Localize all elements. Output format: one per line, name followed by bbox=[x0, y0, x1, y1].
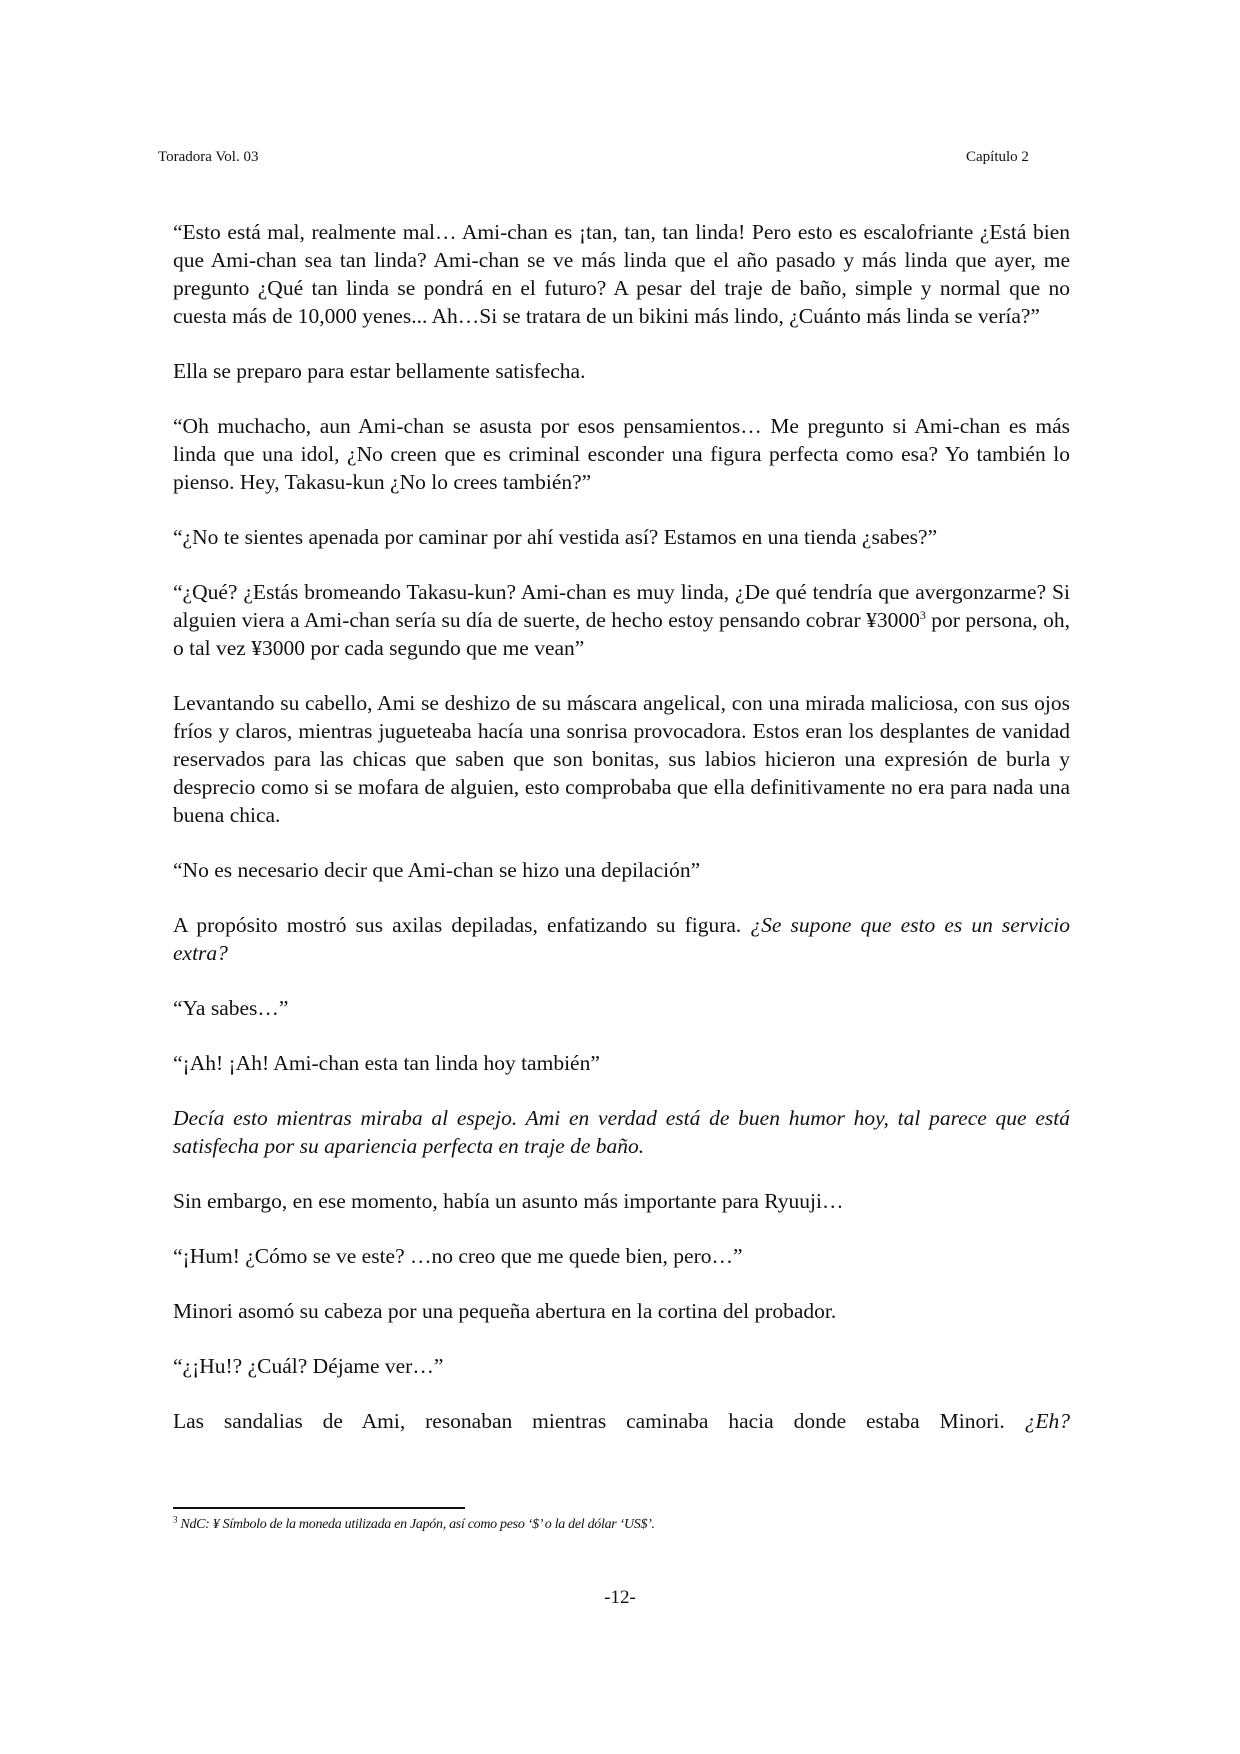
paragraph bbox=[173, 578, 1070, 662]
paragraph: “¿No te sientes apenada por caminar por ahí vestida así? Estamos en una tienda ¿sabes?” bbox=[173, 525, 938, 549]
running-header-chapter: Capítulo 2 bbox=[966, 149, 1029, 165]
paragraph-text: por persona, oh, o tal vez ¥3000 por cada segundo que me vean” bbox=[173, 608, 1070, 660]
running-header-title: Toradora Vol. 03 bbox=[158, 149, 259, 165]
paragraph: “No es necesario decir que Ami-chan se hizo una depilación” bbox=[173, 858, 701, 882]
italic-text: ¿Se supone que esto es un servicio extra? bbox=[173, 913, 1070, 965]
paragraph: Minori asomó su cabeza por una pequeña abertura en la cortina del probador. bbox=[173, 1299, 837, 1323]
page-body bbox=[173, 218, 1070, 1435]
footnote-number: 3 bbox=[173, 1514, 178, 1525]
paragraph-text: Las sandalias de Ami, resonaban mientras caminaba hacia donde estaba Minori. bbox=[173, 1409, 1025, 1433]
paragraph: “¿¡Hu!? ¿Cuál? Déjame ver…” bbox=[173, 1354, 444, 1378]
footnote-reference: 3 bbox=[919, 607, 926, 622]
paragraph: Ella se preparo para estar bellamente satisfecha. bbox=[173, 359, 586, 383]
paragraph bbox=[173, 911, 1070, 967]
page-number: -12- bbox=[604, 1587, 636, 1608]
footnote-divider bbox=[173, 1507, 465, 1509]
paragraph-text: A propósito mostró sus axilas depiladas, enfatizando su figura. bbox=[173, 913, 751, 937]
paragraph-text: “¿Qué? ¿Estás bromeando Takasu-kun? Ami-chan es muy linda, ¿De qué tendría que avergonzarme? Si alguien viera a Ami-chan sería su día de suerte, de hecho estoy pensando cobrar ¥3000 bbox=[173, 580, 1070, 632]
footnote-text: NdC: ¥ Símbolo de la moneda utilizada en Japón, así como peso ‘$’ o la del dólar ‘US$’. bbox=[177, 1517, 655, 1532]
paragraph: “Ya sabes…” bbox=[173, 996, 289, 1020]
paragraph: “Esto está mal, realmente mal… Ami-chan es ¡tan, tan, tan linda! Pero esto es escalofriante ¿Está bien que Ami-chan sea tan linda? Ami-chan se ve más linda que el año pasado y más linda que ayer, me pregunto ¿Qué tan linda se pondrá en el futuro? A pesar del traje de baño, simple y normal que no cuesta más de 10,000 yenes... Ah…Si se tratara de un bikini más lindo, ¿Cuánto más linda se vería?” bbox=[173, 220, 1070, 328]
paragraph: “¡Ah! ¡Ah! Ami-chan esta tan linda hoy también” bbox=[173, 1051, 600, 1075]
paragraph: Levantando su cabello, Ami se deshizo de su máscara angelical, con una mirada maliciosa, con sus ojos fríos y claros, mientras jugueteaba hacía una sonrisa provocadora. Estos eran los desplantes de vanidad reservados para las chicas que saben que son bonitas, sus labios hicieron una expresión de burla y desprecio como si se mofara de alguien, esto comprobaba que ella definitivamente no era para nada una buena chica. bbox=[173, 691, 1070, 827]
paragraph: “Oh muchacho, aun Ami-chan se asusta por esos pensamientos… Me pregunto si Ami-chan es más linda que una idol, ¿No creen que es criminal esconder una figura perfecta como esa? Yo también lo pienso. Hey, Takasu-kun ¿No lo crees también?” bbox=[173, 414, 1070, 494]
footnote bbox=[173, 1516, 1073, 1534]
italic-paragraph: Decía esto mientras miraba al espejo. Ami en verdad está de buen humor hoy, tal parece que está satisfecha por su apariencia perfecta en traje de baño. bbox=[173, 1106, 1070, 1158]
italic-text: ¿Eh? bbox=[1024, 1409, 1070, 1433]
paragraph: Sin embargo, en ese momento, había un asunto más importante para Ryuuji… bbox=[173, 1189, 844, 1213]
paragraph: “¡Hum! ¿Cómo se ve este? …no creo que me quede bien, pero…” bbox=[173, 1244, 743, 1268]
paragraph bbox=[173, 1407, 1070, 1435]
